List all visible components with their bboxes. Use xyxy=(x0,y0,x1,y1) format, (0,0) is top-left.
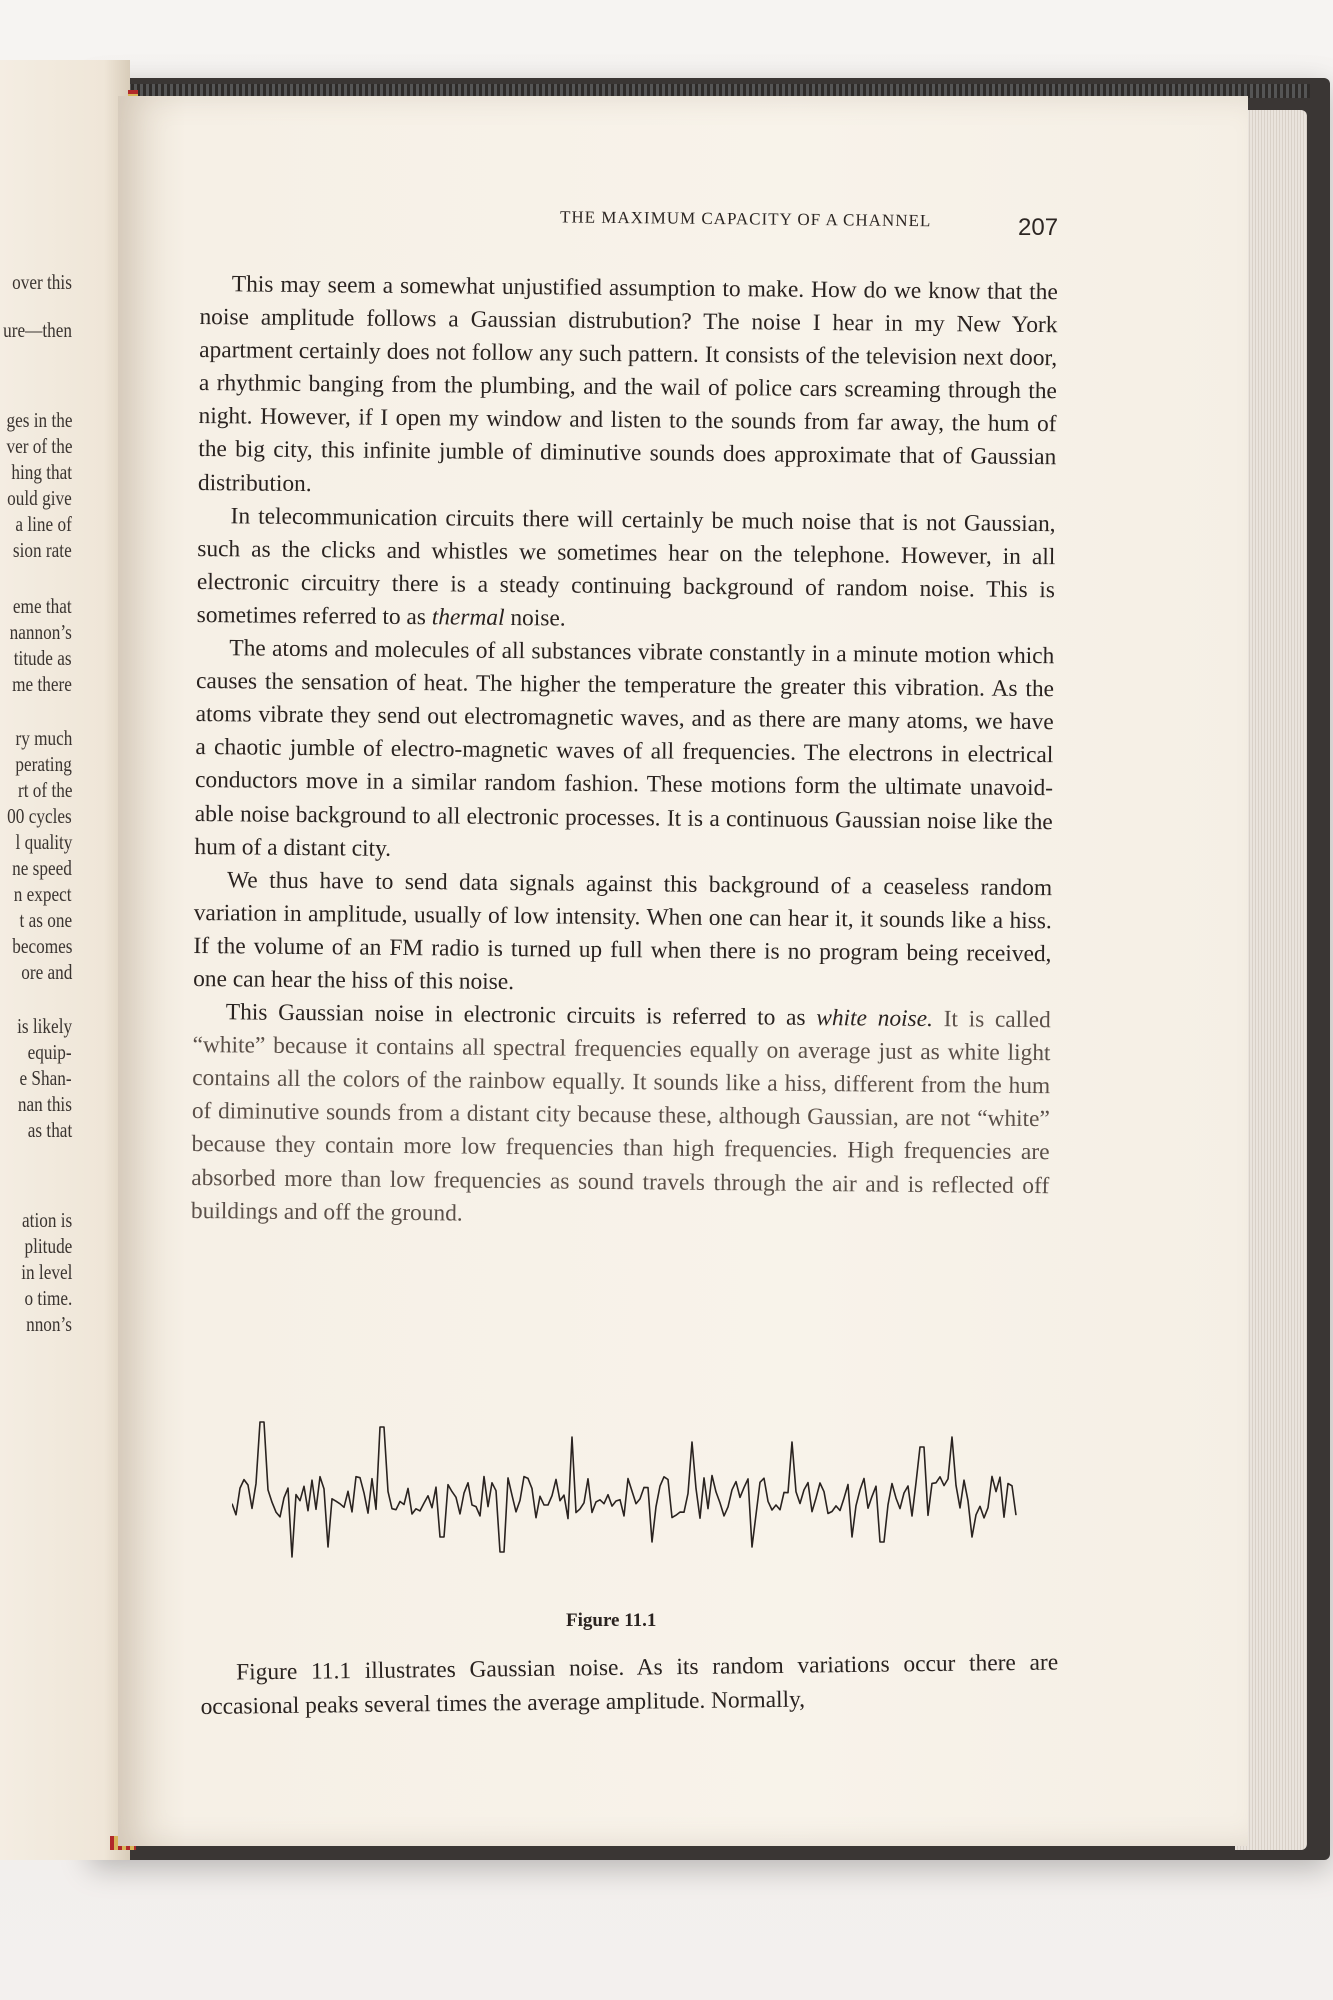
figure-gaussian-noise xyxy=(232,1404,1018,1590)
left-page-fragment: ges in the xyxy=(6,408,72,432)
body-text-continued xyxy=(200,1646,1059,1724)
paragraph-6: Figure 11.1 illustrates Gaussian noise. As its random variations occur there are occasional peaks several times the average amplitude. Normally, xyxy=(200,1649,1059,1720)
left-page-fragment: t as one xyxy=(19,908,72,932)
left-page xyxy=(0,60,130,1860)
left-page-fragment: over this xyxy=(12,270,72,294)
left-page-fragment: in level xyxy=(20,1260,72,1284)
left-page-fragment: sion rate xyxy=(13,538,72,562)
left-page-fragment: plitude xyxy=(24,1234,72,1258)
left-page-fragment: hing that xyxy=(11,460,72,484)
left-page-fragment: becomes xyxy=(11,934,72,958)
page-number: 207 xyxy=(1018,214,1059,241)
paragraph-5: This Gaussian noise in electronic circuits is referred to as white noise. It is called “white” because it contains all spectral frequencies equally on average just as white light contains all the colors of the rainbow equally. It sounds like a hiss, different from the hum of diminutive sounds from a distant city because these, although Gaussian, are not “white” because they contain more low frequencies than high frequencies. High frequencies are absorbed more than low frequencies as sound travels through the air and is reflected off buildings and off the ground. xyxy=(190,999,1051,1227)
left-page-fragment: o time. xyxy=(24,1286,72,1310)
left-page-fragment: ry much xyxy=(15,726,72,750)
left-page-fragment: e Shan- xyxy=(19,1066,72,1090)
left-page-fragment: rt of the xyxy=(17,778,72,802)
noise-trace xyxy=(232,1422,1016,1557)
left-page-fragment: nan this xyxy=(17,1092,72,1116)
left-page-fragment: titude as xyxy=(14,646,72,670)
figure-caption: Figure 11.1 xyxy=(566,1610,657,1631)
left-page-fragment: me there xyxy=(12,672,72,696)
left-page-fragment: ne speed xyxy=(12,856,72,880)
paragraph-4: We thus have to send data signals against this background of a ceaseless random variation in amplitude, usually of low intensity. When one can hear it, it sounds like a hiss. If the volume of an FM radio is turned up full when there is no program being received, one can hear the hiss of this noise. xyxy=(193,866,1053,996)
left-page-fragment: n expect xyxy=(14,882,72,906)
running-head: THE MAXIMUM CAPACITY OF A CHANNEL xyxy=(559,207,932,231)
left-page-fragment: nannon’s xyxy=(9,620,72,644)
left-page-fragment: ure—then xyxy=(3,318,72,342)
paragraph-3: The atoms and molecules of all substances vibrate constantly in a minute motion which causes the sensation of heat. The higher the temperature the greater this vibration. As the atoms vibrate they send out electromagnetic waves, and as there are many atoms, we have a chaotic jumble of electro-magnetic waves of all frequencies. The electrons in electrical conductors move in a similar random fashion. These motions form the ultimate unavoid-able noise background to all electronic processes. It is a continuous Gaussian noise like the hum of a distant city. xyxy=(194,635,1055,862)
left-page-fragment: as that xyxy=(27,1118,72,1142)
body-text xyxy=(191,268,1058,1236)
paragraph-1: This may seem a somewhat unjustified assumption to make. How do we know that the noise amplitude follows a Gaussian distrubution? The noise I hear in my New York apartment certainly does not follow any such pattern. It consists of the television next door, a rhythmic banging from the plumbing, and the wail of police cars screaming through the night. However, if I open my window and listen to the sounds from far away, the hum of the big city, this infinite jumble of diminutive sounds does approximate that of Gaussian distribution. xyxy=(197,271,1058,497)
left-page-fragment: ation is xyxy=(21,1208,72,1232)
left-page-fragment: a line of xyxy=(15,512,72,536)
left-page-fragment: nnon’s xyxy=(26,1312,72,1336)
noise-waveform xyxy=(232,1404,1018,1590)
left-page-fragment: equip- xyxy=(28,1040,72,1064)
left-page-fragment: 00 cycles xyxy=(7,804,72,828)
paragraph-2: In telecommunication circuits there will certainly be much noise that is not Gaussian, such as the clicks and whistles we sometimes hear on the telephone. However, in all electronic circuitry there is a steady continuing background of random noise. This is sometimes referred to as thermal noise. xyxy=(196,502,1056,632)
left-page-fragment: l quality xyxy=(15,830,72,854)
left-page-fragment: ould give xyxy=(7,486,72,510)
left-page-fragment: ore and xyxy=(20,960,72,984)
left-page-fragment: is likely xyxy=(16,1014,72,1038)
left-page-fragment: perating xyxy=(15,752,72,776)
left-page-fragment: eme that xyxy=(13,594,72,618)
left-page-fragment: ver of the xyxy=(6,434,72,458)
